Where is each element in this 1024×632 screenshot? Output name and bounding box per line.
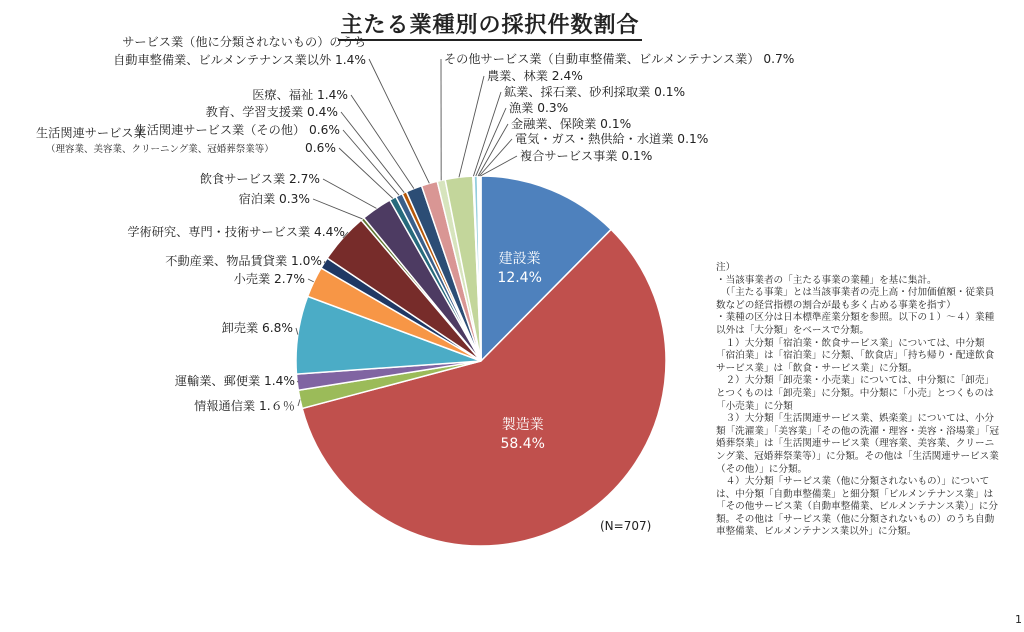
- sample-size-label: (N=707): [600, 519, 652, 533]
- slice-label-auto_maint: その他サービス業（自動車整備業、ビルメンテナンス業） 0.7%: [444, 52, 795, 66]
- slice-label-education: 教育、学習支援業 0.4%: [205, 105, 338, 119]
- note-line: ４）大分類「サービス業（他に分類されないもの）」については、中分類「自動車整備業」と細分類「ビルメンテナンス業」は「その他サービス業（自動車整備業、ビルメンテナンス業）」に分類。その他は「サービス業（他に分類されないもの）のうち自動車整備業、ビルメンテナンス業以外」に分類。: [716, 476, 998, 538]
- leader-line-personal: [339, 148, 393, 198]
- slice-value-manufacturing: 58.4%: [500, 436, 545, 453]
- slice-label-utility: 電気・ガス・熱供給・水道業 0.1%: [515, 132, 709, 146]
- leader-line-medical: [351, 95, 414, 189]
- leader-line-lodging: [313, 199, 363, 219]
- note-line: ３）大分類「生活関連サービス業、娯楽業」については、小分類「洗濯業」「美容業」「その他の洗濯・理容・美容・浴場業」「冠婚葬祭業」は「生活関連サービス業（理容業、美容業、クリーニング業、冠婚葬祭業等）」に分類。その他は「生活関連サービス業（その他）」に分類。: [716, 413, 1000, 475]
- slice-label-lodging: 宿泊業 0.3%: [238, 192, 310, 206]
- leader-line-auto_other: [369, 59, 429, 183]
- slice-label-construction: 建設業: [498, 250, 541, 267]
- leader-line-agriculture: [459, 76, 484, 177]
- slice-label-complex: 複合サービス事業 0.1%: [520, 149, 653, 163]
- slice-label-personal: 生活関連サービス業: [36, 126, 146, 140]
- leader-line-retail: [308, 279, 314, 282]
- slice-label-realestate: 不動産業、物品賃貸業 1.0%: [165, 254, 322, 268]
- slice-value-personal: 0.6%: [305, 141, 336, 155]
- slice-sublabel-auto-other: 自動車整備業、ビルメンテナンス業以外 1.4%: [113, 53, 366, 67]
- slice-label-auto-other: サービス業（他に分類されないもの）のうち: [122, 35, 366, 49]
- slice-label-research: 学術研究、専門・技術サービス業 4.4%: [127, 225, 345, 239]
- slice-label-agriculture: 農業、林業 2.4%: [487, 69, 583, 83]
- leader-line-food: [323, 179, 376, 208]
- leader-line-finance: [478, 124, 508, 176]
- slice-label-food: 飲食サービス業 2.7%: [199, 172, 320, 186]
- note-line: ２）大分類「卸売業・小売業」については、中分類に「卸売」とつくものは「卸売業」に分類。中分類に「小売」とつくものは「小売業」に分類: [716, 375, 995, 412]
- slice-label-fishing: 漁業 0.3%: [509, 101, 569, 115]
- leader-line-info: [298, 399, 300, 406]
- slice-label-transport: 運輸業、郵便業 1.4%: [174, 374, 295, 388]
- slice-label-mining: 鉱業、採石業、砂利採取業 0.1%: [504, 85, 686, 99]
- slice-label-info: 情報通信業 1.６％: [194, 399, 295, 413]
- page-number: 1: [1015, 613, 1022, 626]
- note-line: （「主たる事業」とは当該事業者の売上高・付加価値額・従業員数などの経営指標の割合が最も多く占める事業を指す）: [716, 287, 995, 311]
- slice-value-construction: 12.4%: [497, 269, 542, 286]
- leader-line-complex: [480, 156, 517, 176]
- leader-line-fishing: [476, 108, 506, 176]
- slice-label-wholesale: 卸売業 6.8%: [221, 321, 293, 335]
- slice-label-retail: 小売業 2.7%: [233, 272, 305, 286]
- leader-line-education: [341, 112, 404, 193]
- slice-label-manufacturing: 製造業: [501, 417, 544, 434]
- leader-line-personal_other: [343, 130, 399, 195]
- slice-label-personal_other: 生活関連サービス業（その他） 0.6%: [134, 123, 340, 137]
- slice-sublabel-personal: （理容業、美容業、クリーニング業、冠婚葬祭業等）: [46, 144, 274, 155]
- chart-title: 主たる業種別の採択件数割合: [0, 8, 980, 39]
- leader-line-mining: [473, 92, 501, 176]
- notes: [716, 262, 1001, 539]
- note-line: １）大分類「宿泊業・飲食サービス業」については、中分類「宿泊業」は「宿泊業」に分類、「飲食店」「持ち帰り・配達飲食サービス業」は「飲食・サービス業」に分類。: [716, 337, 995, 374]
- note-line: ・当該事業者の「主たる事業の業種」を基に集計。: [716, 274, 937, 286]
- note-line: 注）: [716, 262, 736, 273]
- slice-label-medical: 医療、福祉 1.4%: [252, 88, 348, 102]
- note-line: ・業種の区分は日本標準産業分類を参照。以下の１）～４）業種以外は「大分類」をベースで分類。: [716, 312, 995, 336]
- slice-label-finance: 金融業、保険業 0.1%: [511, 117, 632, 131]
